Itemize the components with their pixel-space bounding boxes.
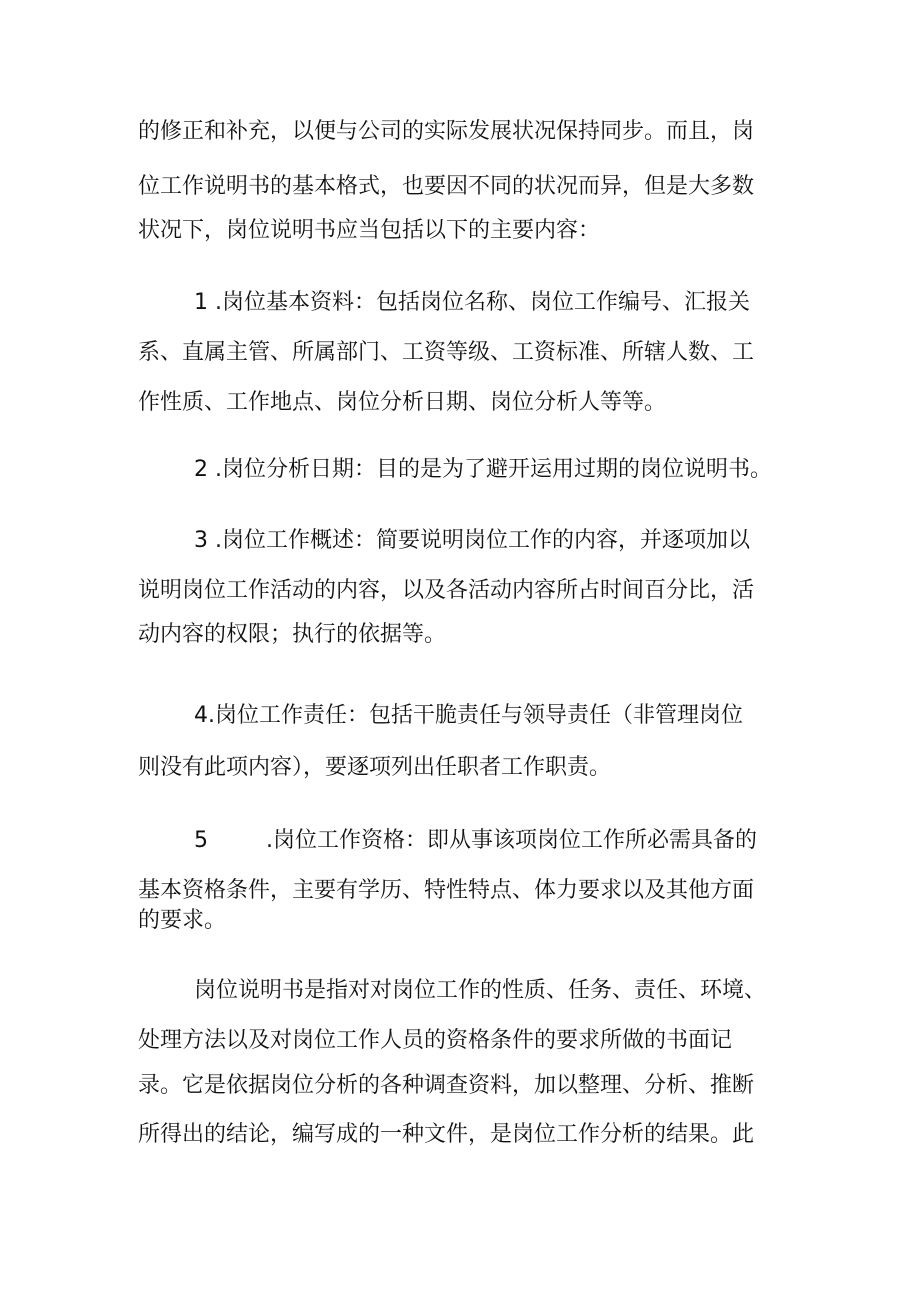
- intro-line-2: 位工作说明书的基本格式，也要因不同的状况而异，但是大多数: [138, 174, 755, 199]
- item5-line-1: .岗位工作资格：即从事该项岗位工作所必需具备的: [266, 828, 757, 853]
- item4-line-2: 则没有此项内容），要逐项列出任职者工作职责。: [138, 755, 612, 780]
- item5-number: 5: [194, 828, 208, 853]
- item5-line-2: 基本资格条件，主要有学历、特性特点、体力要求以及其他方面: [138, 878, 755, 903]
- closing-line-1: 岗位说明书是指对对岗位工作的性质、任务、责任、环境、: [194, 978, 767, 1003]
- item5-line-3: 的要求。: [138, 908, 227, 933]
- item4-line-1: 4.岗位工作责任：包括干脆责任与领导责任（非管理岗位: [194, 703, 743, 728]
- item2-line-1: 2 .岗位分析日期：目的是为了避开运用过期的岗位说明书。: [194, 457, 772, 482]
- item1-line-1: 1 .岗位基本资料：包括岗位名称、岗位工作编号、汇报关: [194, 290, 750, 315]
- intro-line-3: 状况下，岗位说明书应当包括以下的主要内容：: [138, 218, 601, 243]
- item1-line-2: 系、直属主管、所属部门、工资等级、工资标准、所辖人数、工: [138, 340, 755, 365]
- intro-line-1: 的修正和补充，以便与公司的实际发展状况保持同步。而且，岗: [138, 119, 755, 144]
- item3-line-2: 说明岗位工作活动的内容，以及各活动内容所占时间百分比，活: [138, 578, 755, 603]
- item3-line-1: 3 .岗位工作概述：简要说明岗位工作的内容，并逐项加以: [194, 528, 750, 553]
- item1-line-3: 作性质、工作地点、岗位分析日期、岗位分析人等等。: [138, 390, 667, 415]
- item3-line-3: 动内容的权限；执行的依据等。: [138, 622, 447, 647]
- closing-line-2: 处理方法以及对岗位工作人员的资格条件的要求所做的书面记: [138, 1028, 733, 1053]
- closing-line-4: 所得出的结论，编写成的一种文件，是岗位工作分析的结果。此: [138, 1122, 755, 1147]
- closing-line-3: 录。它是依据岗位分析的各种调查资料，加以整理、分析、推断: [138, 1073, 755, 1098]
